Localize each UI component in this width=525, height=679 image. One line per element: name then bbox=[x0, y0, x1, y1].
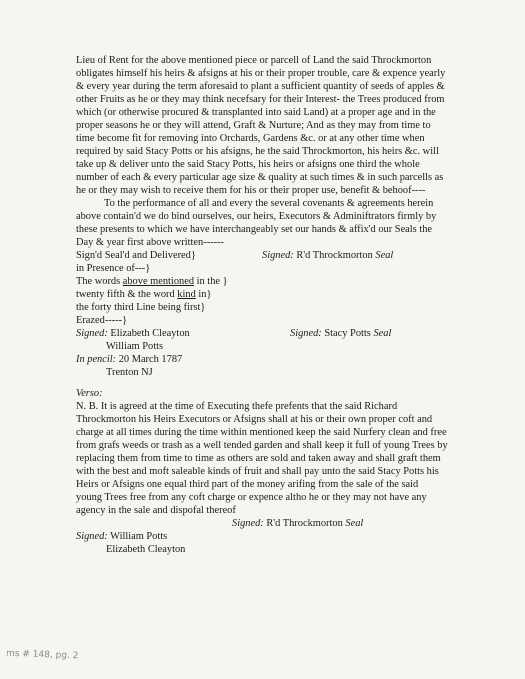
signed-sealed-line: Sign'd Seal'd and Delivered} bbox=[76, 250, 196, 261]
verso-line: charge at all times during the time within mentioned keep the said Nurfery clean and free bbox=[76, 427, 447, 438]
words-note-text: in the } bbox=[194, 276, 228, 287]
signed-label: Signed: bbox=[232, 518, 264, 529]
witness-name: William Potts bbox=[106, 341, 164, 352]
lease-line: he or they may wish to receive them for his or their proper use, benefit & behoof---- bbox=[76, 185, 426, 196]
signer-name: R'd Throckmorton bbox=[266, 518, 343, 529]
seal-label: Seal bbox=[373, 328, 392, 339]
words-note-underlined: above mentioned bbox=[122, 276, 195, 287]
words-note-line: the forty third Line being first} bbox=[76, 302, 206, 313]
in-presence-line: in Presence of---} bbox=[76, 263, 151, 274]
lease-line: required by said Stacy Potts or his afsigns, he the said Throckmorton, his heirs &c. will bbox=[76, 146, 439, 157]
lease-line: proper seasons he or they will attend, Graft & Nurture; And as they may from time to bbox=[76, 120, 431, 131]
in-pencil-label: In pencil: bbox=[76, 354, 117, 365]
pencil-date: 20 March 1787 bbox=[118, 354, 183, 365]
lease-line: & every year during the term aforesaid to plant a sufficient quantity of seeds of apples & bbox=[76, 81, 445, 92]
signed-label: Signed: bbox=[76, 328, 108, 339]
witness-name: Elizabeth Cleayton bbox=[106, 544, 186, 555]
signed-label: Signed: bbox=[290, 328, 322, 339]
verso-line: agency in the sale and dispofal thereof bbox=[76, 505, 236, 516]
verso-heading-text: Verso: bbox=[76, 388, 103, 399]
potts-signature bbox=[290, 328, 391, 340]
lease-line: these presents to which we have interchangeably set our hands & affix'd our Seals the bbox=[76, 224, 433, 235]
pencil-annotation: ms # 148, pg. 2 bbox=[5, 648, 79, 662]
words-note-text: The words bbox=[76, 276, 123, 287]
words-note-line: Erazed-----} bbox=[76, 315, 128, 326]
words-note-line bbox=[76, 289, 211, 301]
lease-line: which (or otherwise procured & transplanted into said Land) at a proper age and in the bbox=[76, 107, 436, 118]
signed-label: Signed: bbox=[262, 250, 294, 261]
words-note-text: in} bbox=[195, 289, 212, 300]
verso-line: young Trees free from any coft charge or expence altho he or they may not have any bbox=[76, 492, 427, 503]
seal-label: Seal bbox=[345, 518, 364, 529]
lease-line: Lieu of Rent for the above mentioned piece or parcell of Land the said Throckmorton bbox=[76, 55, 432, 66]
verso-line: from grafs weeds or trash as a well tended garden and shall keep it full of young Trees by bbox=[76, 440, 448, 451]
witness-name: William Potts bbox=[110, 531, 168, 542]
verso-line: replacing them from time to time as others are sold and taken away and shall graft them bbox=[76, 453, 441, 464]
signer-name: R'd Throckmorton bbox=[296, 250, 373, 261]
lease-line: obligates himself his heirs & afsigns at his or their proper trouble, care & expence yearly bbox=[76, 68, 446, 79]
verso-witness-signature bbox=[76, 531, 167, 543]
lease-line: Day & year first above written------ bbox=[76, 237, 225, 248]
verso-line: with the best and moft saleable kinds of fruit and shall pay unto the said Stacy Potts his bbox=[76, 466, 439, 477]
verso-line: N. B. It is agreed at the time of Executing thefe prefents that the said Richard bbox=[76, 401, 398, 412]
verso-line: Throckmorton his Heirs Executors or Afsigns shall at his or their own proper coft and bbox=[76, 414, 433, 425]
witness-name: Elizabeth Cleayton bbox=[110, 328, 190, 339]
lease-line: number of each & every particular age size & quality at such times & in such parcells as bbox=[76, 172, 444, 183]
verso-throckmorton-signature bbox=[232, 518, 363, 530]
pencil-date-line bbox=[76, 354, 182, 366]
lease-line: above contain'd we do bind ourselves, our heirs, Executors & Adminiftrators firmly by bbox=[76, 211, 437, 222]
verso-heading bbox=[76, 388, 103, 400]
verso-line: Heirs or Afsigns one equal third part of the money arifing from the sale of the said bbox=[76, 479, 419, 490]
place-line: Trenton NJ bbox=[106, 367, 153, 378]
lease-line: other Fruits as he or they may think necefsary for their Interest- the Trees produced from bbox=[76, 94, 445, 105]
words-note-text: twenty fifth & the word bbox=[76, 289, 178, 300]
signed-label: Signed: bbox=[76, 531, 108, 542]
witness-signature bbox=[76, 328, 190, 340]
lease-line: take up & deliver unto the said Stacy Potts, his heirs or afsigns one third the whole bbox=[76, 159, 420, 170]
signer-name: Stacy Potts bbox=[324, 328, 371, 339]
lease-line: To the performance of all and every the several covenants & agreements herein bbox=[104, 198, 434, 209]
seal-label: Seal bbox=[375, 250, 394, 261]
words-note-underlined: kind bbox=[177, 289, 196, 300]
throckmorton-signature bbox=[262, 250, 393, 262]
lease-line: time become fit for removing into Orchards, Gardens &c. or at any other time when bbox=[76, 133, 425, 144]
words-note-line bbox=[76, 276, 228, 288]
